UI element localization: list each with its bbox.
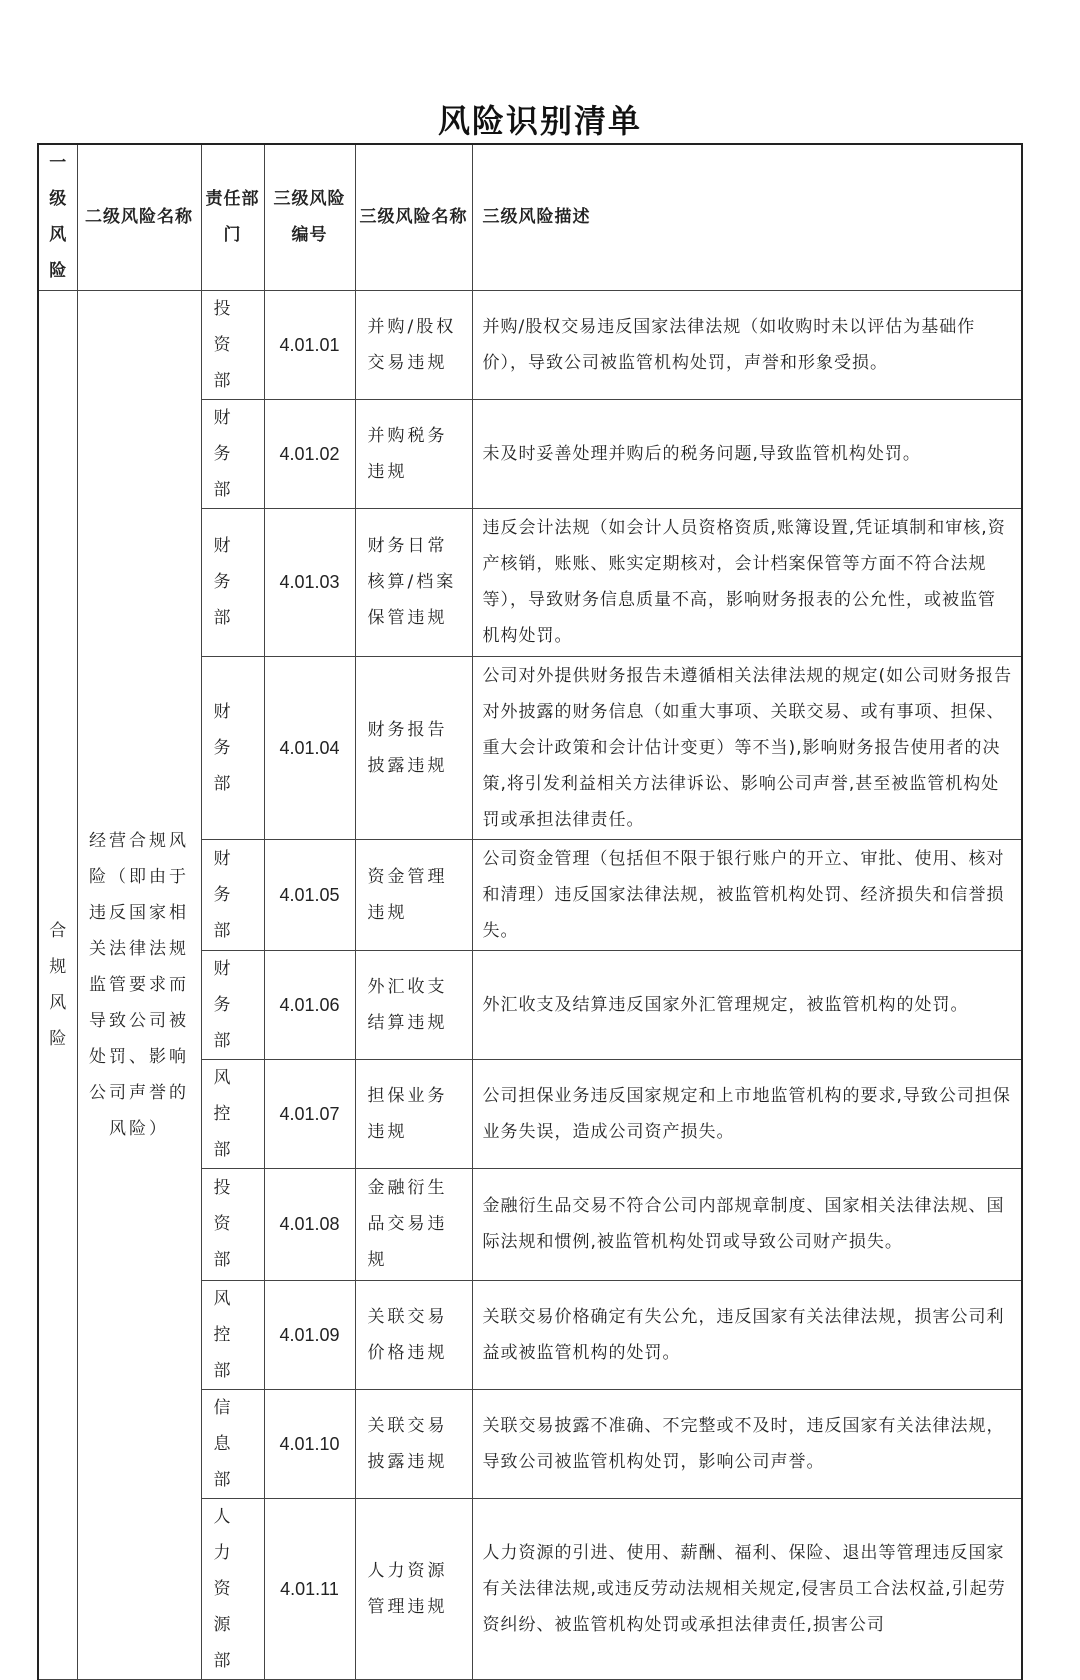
dept-cell: 财务部 <box>201 839 264 950</box>
code-cell: 4.01.06 <box>264 950 355 1059</box>
level1-risk-cell: 合规风险 <box>38 290 77 1679</box>
name-cell: 外汇收支结算违规 <box>355 950 472 1059</box>
header-dept: 责任部门 <box>201 144 264 290</box>
desc-cell: 关联交易价格确定有失公允，违反国家有关法律法规，损害公司利益或被监管机构的处罚。 <box>472 1280 1022 1389</box>
dept-cell: 信息部 <box>201 1389 264 1498</box>
page-title: 风险识别清单 <box>437 102 642 140</box>
dept-cell: 投资部 <box>201 1168 264 1280</box>
risk-table <box>37 143 1023 1680</box>
code-cell: 4.01.11 <box>264 1498 355 1679</box>
desc-cell: 未及时妥善处理并购后的税务问题,导致监管机构处罚。 <box>472 399 1022 508</box>
code-cell: 4.01.04 <box>264 656 355 839</box>
level2-risk-cell: 经营合规风险（即由于违反国家相关法律法规监管要求而导致公司被处罚、影响公司声誉的风险） <box>77 290 201 1679</box>
code-cell: 4.01.02 <box>264 399 355 508</box>
desc-cell: 公司对外提供财务报告未遵循相关法律法规的规定(如公司财务报告对外披露的财务信息（如重大事项、关联交易、或有事项、担保、重大会计政策和会计估计变更）等不当),影响财务报告使用者的决策,将引发利益相关方法律诉讼、影响公司声誉,甚至被监管机构处罚或承担法律责任。 <box>472 656 1022 839</box>
header-name: 三级风险名称 <box>355 144 472 290</box>
desc-cell: 外汇收支及结算违反国家外汇管理规定，被监管机构的处罚。 <box>472 950 1022 1059</box>
dept-cell: 风控部 <box>201 1059 264 1168</box>
code-cell: 4.01.01 <box>264 290 355 399</box>
name-cell: 财务报告披露违规 <box>355 656 472 839</box>
code-cell: 4.01.08 <box>264 1168 355 1280</box>
desc-cell: 关联交易披露不准确、不完整或不及时，违反国家有关法律法规，导致公司被监管机构处罚，影响公司声誉。 <box>472 1389 1022 1498</box>
code-cell: 4.01.10 <box>264 1389 355 1498</box>
header-desc: 三级风险描述 <box>472 144 1022 290</box>
name-cell: 并购税务违规 <box>355 399 472 508</box>
dept-cell: 投资部 <box>201 290 264 399</box>
dept-cell: 财务部 <box>201 656 264 839</box>
desc-cell: 违反会计法规（如会计人员资格资质,账簿设置,凭证填制和审核,资产核销，账账、账实定期核对，会计档案保管等方面不符合法规等），导致财务信息质量不高，影响财务报表的公允性，或被监管机构处罚。 <box>472 508 1022 656</box>
code-cell: 4.01.09 <box>264 1280 355 1389</box>
desc-cell: 人力资源的引进、使用、薪酬、福利、保险、退出等管理违反国家有关法律法规,或违反劳动法规相关规定,侵害员工合法权益,引起劳资纠纷、被监管机构处罚或承担法律责任,损害公司 <box>472 1498 1022 1679</box>
header-level2: 二级风险名称 <box>77 144 201 290</box>
name-cell: 担保业务违规 <box>355 1059 472 1168</box>
desc-cell: 并购/股权交易违反国家法律法规（如收购时未以评估为基础作价），导致公司被监管机构处罚，声誉和形象受损。 <box>472 290 1022 399</box>
code-cell: 4.01.07 <box>264 1059 355 1168</box>
desc-cell: 公司资金管理（包括但不限于银行账户的开立、审批、使用、核对和清理）违反国家法律法规，被监管机构处罚、经济损失和信誉损失。 <box>472 839 1022 950</box>
name-cell: 金融衍生品交易违规 <box>355 1168 472 1280</box>
name-cell: 资金管理违规 <box>355 839 472 950</box>
dept-cell: 风控部 <box>201 1280 264 1389</box>
desc-cell: 金融衍生品交易不符合公司内部规章制度、国家相关法律法规、国际法规和惯例,被监管机构处罚或导致公司财产损失。 <box>472 1168 1022 1280</box>
name-cell: 并购/股权交易违规 <box>355 290 472 399</box>
header-level1: 一级风险 <box>38 144 77 290</box>
table-row <box>38 290 1022 399</box>
name-cell: 财务日常核算/档案保管违规 <box>355 508 472 656</box>
name-cell: 关联交易价格违规 <box>355 1280 472 1389</box>
table-header-row <box>38 144 1022 290</box>
name-cell: 人力资源管理违规 <box>355 1498 472 1679</box>
name-cell: 关联交易披露违规 <box>355 1389 472 1498</box>
header-code: 三级风险编号 <box>264 144 355 290</box>
desc-cell: 公司担保业务违反国家规定和上市地监管机构的要求,导致公司担保业务失误，造成公司资产损失。 <box>472 1059 1022 1168</box>
dept-cell: 财务部 <box>201 508 264 656</box>
dept-cell: 人力资源部 <box>201 1498 264 1679</box>
dept-cell: 财务部 <box>201 950 264 1059</box>
code-cell: 4.01.03 <box>264 508 355 656</box>
dept-cell: 财务部 <box>201 399 264 508</box>
code-cell: 4.01.05 <box>264 839 355 950</box>
